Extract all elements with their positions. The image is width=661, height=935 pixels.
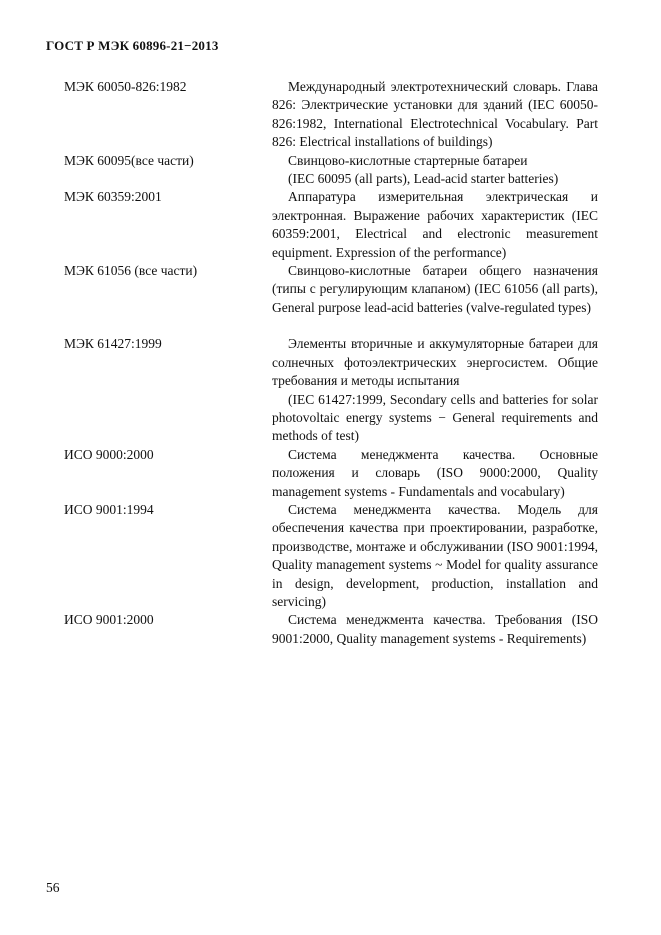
standard-title-text-en: (IEC 60095 (all parts), Lead-acid starter batteries): [288, 171, 559, 187]
standard-code: МЭК 61056 (все части): [64, 263, 198, 279]
reference-entry: [64, 152, 598, 189]
standard-title-text: Аппаратура измерительная электрическая и электронная. Выражение рабочих характеристик (IEC 60359:2001, Electrical and electronic measurement equipment. Expression of the performance): [272, 189, 598, 260]
reference-entry: [64, 78, 598, 152]
document-header: ГОСТ Р МЭК 60896-21−2013: [46, 38, 219, 53]
standard-title: [272, 611, 598, 648]
reference-entry: [64, 611, 598, 648]
standard-title-text: Система менеджмента качества. Основные положения и словарь (ISO 9000:2000, Quality management systems - Fundamentals and vocabulary): [272, 446, 598, 499]
vertical-gap: [64, 317, 598, 335]
standard-code: МЭК 60359:2001: [64, 189, 162, 205]
standard-code: МЭК 61427:1999: [64, 336, 162, 352]
page-number: 56: [46, 880, 60, 895]
standard-title: [272, 152, 598, 189]
reference-list: [64, 78, 598, 648]
standard-title: [272, 335, 598, 445]
reference-entry: [64, 188, 598, 262]
standard-title: [272, 78, 598, 152]
standard-title: [272, 446, 598, 501]
reference-entry: [64, 501, 598, 611]
standard-code: МЭК 60095(все части): [64, 152, 194, 168]
reference-entry: [64, 262, 598, 317]
standard-title: [272, 501, 598, 611]
standard-code: ИСО 9001:2000: [64, 612, 154, 628]
standard-title-text-en: (IEC 61427:1999, Secondary cells and batteries for solar photovoltaic energy systems − General requirements and methods of test): [272, 391, 598, 444]
standard-title-text: Свинцово-кислотные стартерные батареи: [288, 152, 528, 168]
standard-title-text: Система менеджмента качества. Модель для обеспечения качества при проектировании, разработке, производстве, монтаже и обслуживании (ISO 9001:1994, Quality management systems ~ Model for quality assurance in design, development, production, installation and servicing): [272, 501, 598, 609]
reference-entry: [64, 446, 598, 501]
standard-title-text: Международный электротехнический словарь. Глава 826: Электрические установки для зданий (IEC 60050-826:1982, International Electrotechnical Vocabulary. Part 826: Electrical installations of buildings): [272, 79, 598, 150]
standard-title: [272, 188, 598, 262]
standard-code: МЭК 60050-826:1982: [64, 79, 187, 94]
standard-title-text: Свинцово-кислотные батареи общего назначения (типы с регулирующим клапаном) (IEC 61056 (all parts), General purpose lead-acid batteries (valve-regulated types): [272, 263, 598, 315]
standard-title: [272, 262, 598, 317]
standard-title-text: Система менеджмента качества. Требования (ISO 9001:2000, Quality management systems - Requirements): [272, 612, 598, 646]
reference-entry: [64, 335, 598, 445]
standard-title-text: Элементы вторичные и аккумуляторные батареи для солнечных фотоэлектрических энергосистем. Общие требования и методы испытания: [272, 336, 598, 389]
standard-code: ИСО 9000:2000: [64, 446, 154, 462]
standard-code: ИСО 9001:1994: [64, 501, 154, 517]
